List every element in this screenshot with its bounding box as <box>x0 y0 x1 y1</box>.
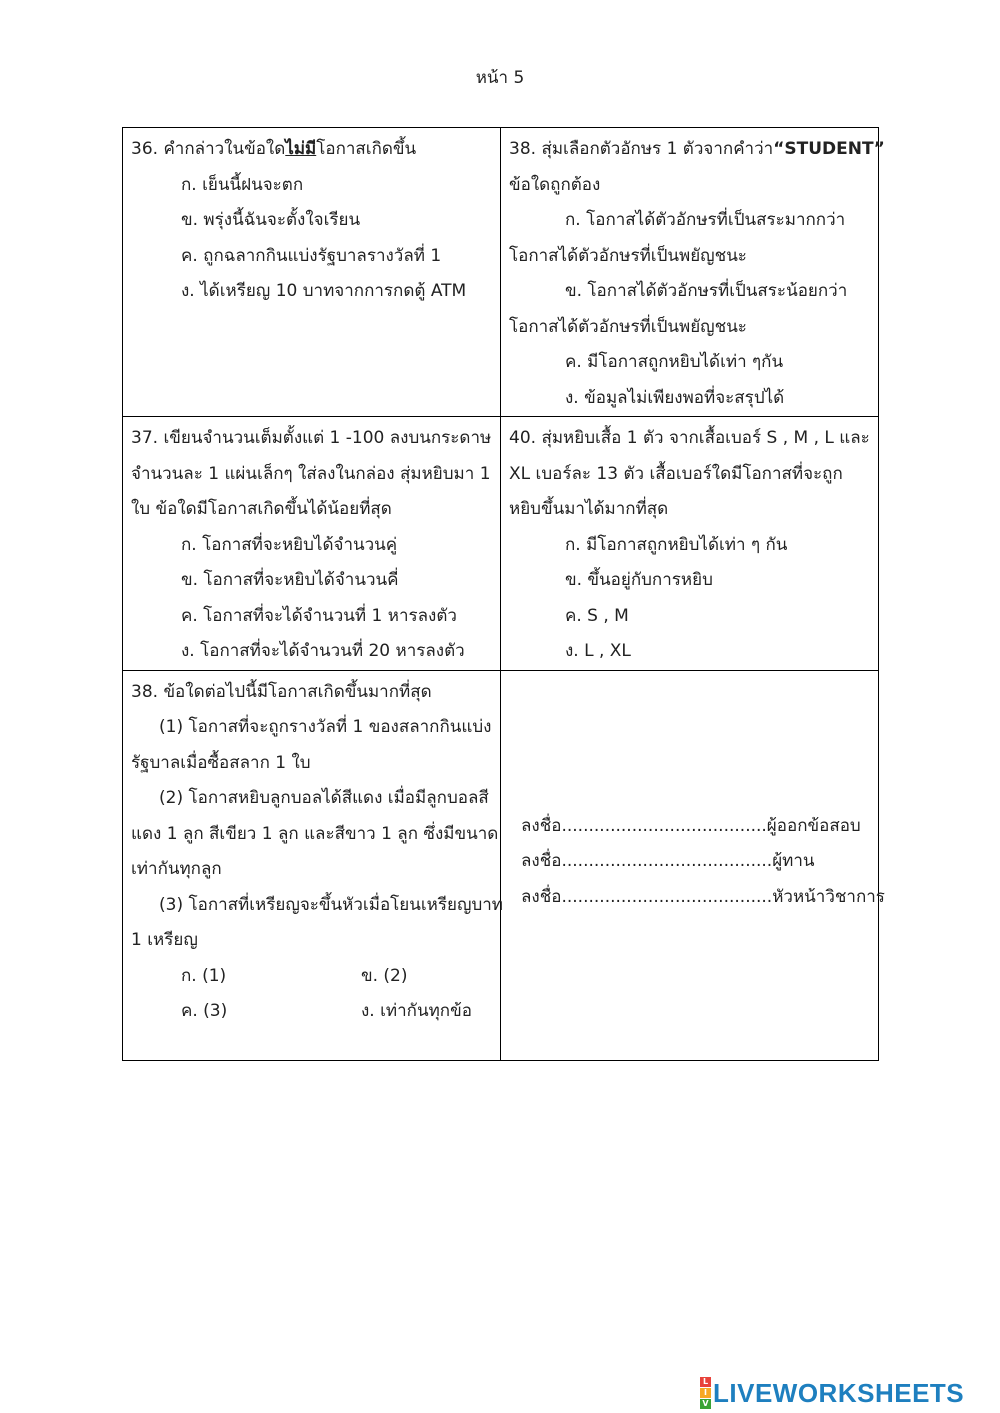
option-d: ง. โอกาสที่จะได้จำนวนที่ 20 หารลงตัว <box>181 641 465 661</box>
option-c: ค. มีโอกาสถูกหยิบได้เท่า ๆกัน <box>565 352 784 372</box>
option-b-cont: โอกาสได้ตัวอักษรที่เป็นพยัญชนะ <box>509 316 747 337</box>
option-b: ข. พรุ่งนี้ฉันจะตั้งใจเรียน <box>181 210 361 230</box>
option-d: ง. ข้อมูลไม่เพียงพอที่จะสรุปได้ <box>565 387 785 408</box>
question-text: 38. ข้อใดต่อไปนี้มีโอกาสเกิดขึ้นมากที่สุด <box>131 681 432 702</box>
question-36-title <box>131 132 492 168</box>
item-3-cont: 1 เหรียญ <box>131 930 198 950</box>
logo-mark-letter: V <box>700 1399 711 1409</box>
option-c: ค. S , M <box>565 605 629 626</box>
signature-block <box>509 675 885 916</box>
option-a: ก. (1) <box>181 965 227 986</box>
question-text: ใบ ข้อใดมีโอกาสเกิดขึ้นได้น้อยที่สุด <box>131 499 392 519</box>
exam-table <box>122 127 885 1061</box>
item-1-cont: รัฐบาลเมื่อซื้อสลาก 1 ใบ <box>131 752 311 773</box>
emphasis-text: ไม่มี <box>285 139 317 159</box>
option-b: ข. (2) <box>361 965 408 986</box>
liveworksheets-logo <box>700 1375 964 1411</box>
logo-text: LIVEWORKSHEETS <box>713 1377 965 1408</box>
item-2-cont: เท่ากันทุกลูก <box>131 859 222 879</box>
table-row <box>123 670 879 1060</box>
logo-mark-letter: L <box>700 1377 711 1387</box>
option-a-cont: โอกาสได้ตัวอักษรที่เป็นพยัญชนะ <box>509 245 747 266</box>
question-text: XL เบอร์ละ 13 ตัว เสื้อเบอร์ใดมีโอกาสที่จะถูก <box>509 463 843 484</box>
item-2: (2) โอกาสหยิบลูกบอลได้สีแดง เมื่อมีลูกบอลสี <box>159 788 489 808</box>
option-c: ค. (3) <box>181 1001 228 1021</box>
logo-icon <box>700 1377 711 1410</box>
option-d: ง. เท่ากันทุกข้อ <box>361 1001 472 1021</box>
option-a: ก. โอกาสได้ตัวอักษรที่เป็นสระมากกว่า <box>565 210 846 230</box>
item-2-cont: แดง 1 ลูก สีเขียว 1 ลูก และสีขาว 1 ลูก ซึ่งมีขนาด <box>131 823 499 844</box>
option-d: ง. L , XL <box>565 641 631 661</box>
page-number: หน้า 5 <box>475 68 525 88</box>
options-row <box>131 959 492 995</box>
question-text: 38. สุ่มเลือกตัวอักษร 1 ตัวจากคำว่า <box>509 139 774 159</box>
question-38-title <box>509 132 885 168</box>
table-row <box>123 417 879 671</box>
question-text: หยิบขึ้นมาได้มากที่สุด <box>509 499 669 519</box>
option-a: ก. มีโอกาสถูกหยิบได้เท่า ๆ กัน <box>565 534 788 555</box>
question-text: จำนวนละ 1 แผ่นเล็กๆ ใส่ลงในกล่อง สุ่มหยิบมา 1 <box>131 463 491 484</box>
option-b: ข. ขึ้นอยู่กับการหยิบ <box>565 570 713 590</box>
question-text: 37. เขียนจำนวนเต็มตั้งแต่ 1 -100 ลงบนกระดาษ <box>131 428 492 448</box>
signature-cell <box>501 670 885 1060</box>
options-row <box>131 994 492 1030</box>
signature-line-head: ลงชื่อ.......................................หัวหน้าวิชาการ <box>521 886 885 907</box>
signature-line-reviewer: ลงชื่อ.......................................ผู้ทาน <box>521 851 815 871</box>
question-40 <box>501 417 879 671</box>
question-text: 40. สุ่มหยิบเสื้อ 1 ตัว จากเสื้อเบอร์ S , M , L และ <box>509 428 870 448</box>
logo-mark-letter: I <box>700 1388 711 1398</box>
option-a: ก. โอกาสที่จะหยิบได้จำนวนคู่ <box>181 534 398 555</box>
table-row <box>123 128 879 417</box>
signature-line-author: ลงชื่อ......................................ผู้ออกข้อสอบ <box>521 815 861 836</box>
option-c: ค. โอกาสที่จะได้จำนวนที่ 1 หารลงตัว <box>181 605 457 626</box>
question-text: โอกาสเกิดขึ้น <box>316 139 417 159</box>
option-b: ข. โอกาสที่จะหยิบได้จำนวนคี่ <box>181 570 399 590</box>
question-38-probability <box>123 670 504 1060</box>
item-3: (3) โอกาสที่เหรียญจะขึ้นหัวเมื่อโยนเหรียญบาท <box>159 894 504 915</box>
question-38-student <box>501 128 885 417</box>
option-d: ง. ได้เหรียญ 10 บาทจากการกดตู้ ATM <box>181 281 467 301</box>
question-37 <box>123 417 501 671</box>
question-text: 36. คำกล่าวในข้อใด <box>131 139 286 159</box>
option-c: ค. ถูกฉลากกินแบ่งรัฐบาลรางวัลที่ 1 <box>181 245 442 266</box>
student-word: “STUDENT” <box>773 139 885 159</box>
item-1: (1) โอกาสที่จะถูกรางวัลที่ 1 ของสลากกินแบ่ง <box>159 717 492 737</box>
option-b: ข. โอกาสได้ตัวอักษรที่เป็นสระน้อยกว่า <box>565 281 848 301</box>
option-a: ก. เย็นนี้ฝนจะตก <box>181 174 304 195</box>
question-text: ข้อใดถูกต้อง <box>509 174 601 195</box>
question-36 <box>123 128 501 417</box>
